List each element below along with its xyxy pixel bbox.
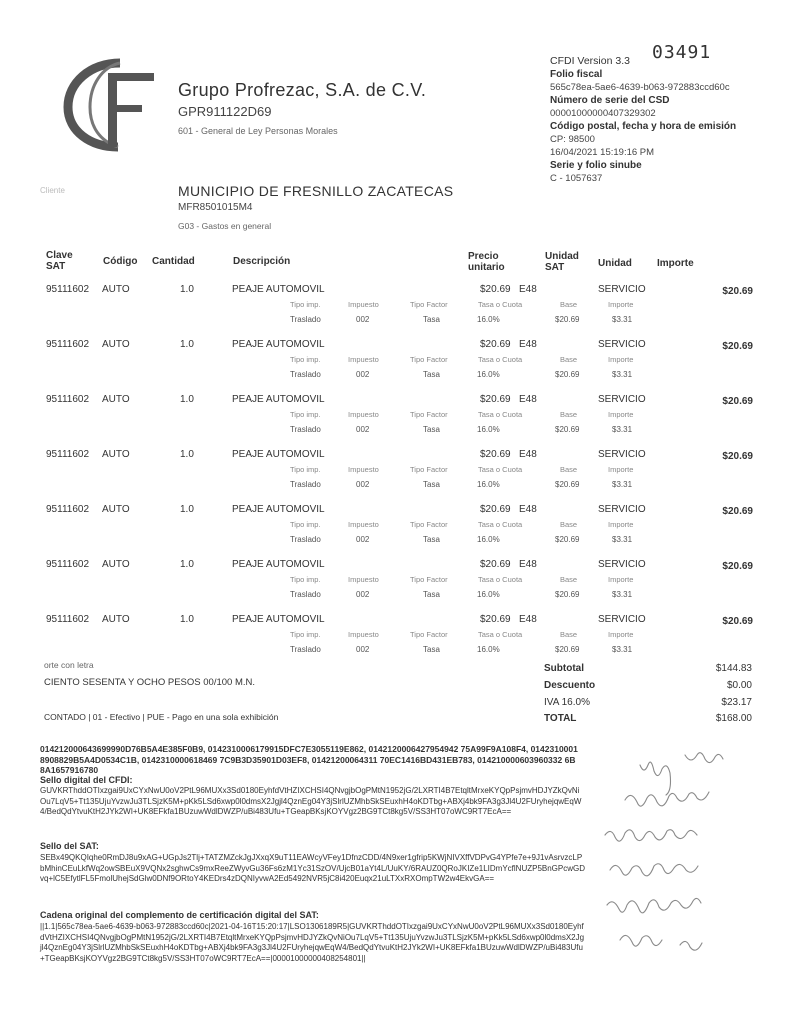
row-unidad: SERVICIO [598,504,646,515]
row-codigo: AUTO [102,504,130,515]
subheader-base: Base [560,520,578,529]
handwritten-note [585,745,765,975]
row-unidad-sat: E48 [519,614,537,625]
row-clave: 95111602 [46,284,90,295]
row-cantidad: 1.0 [180,284,194,295]
row-precio: $20.69 [480,284,511,295]
cadena-label: Cadena original del complemento de certificación digital del SAT: [40,910,319,920]
serie-label: Serie y folio sinube [550,160,642,171]
row-descripcion: PEAJE AUTOMOVIL [232,614,325,625]
sello-cfdi-label: Sello digital del CFDI: [40,775,133,785]
subheader-tipo-factor: Tipo Factor [410,300,448,309]
subheader-tipo-factor: Tipo Factor [410,575,448,584]
row-factor: Tasa [423,370,440,379]
cadena-original: ||1.1|565c78ea-5ae6-4639-b063-972883ccd60c|2021-04-16T15:20:17|LSO1306189R5|GUVKRThddOTIxzgai9UxCYxNwU0oV2PtL96MUXx3Sd0180EyhfdVtHZIXCHSI4QNvgjbOgPMtN1952jG/2LXRTI4B7EtqltMrxeKYQpPsjmvHDJYZkQvNiOu7LqV5+Tt135UjuYvzwJu3TLSjzK5M+pKk5LSd6xwp0l0dmsX2Jgjl4QznEg04Y3jSlrlUZMhbSkSEuxhH4oKDTbg+ABXj4bk9FA3g3Jl4U2FUryhejqwEqW4/BedQdYtvuKtH2JYk2WI+UK8EFkfa1BUzuwWdlDWZP/uBi483Ufu+TGeapBKsjKOYVgz2BG9TCt8kg5V/SS3HT07oWC9RT7EcA==|00001000000408254801|| [40,922,585,963]
row-tipo: Traslado [290,645,321,654]
sello-cfdi: GUVKRThddOTIxzgai9UxCYxNwU0oV2PtL96MUXx3Sd0180EyhfdVtHZIXCHSI4QNvgjbOgPMtN1952jG/2LXRTI4B7EtqltMrxeKYQpPsjmvHDJYZkQvNiOu7LqV5+Tt135UjuYvzwJu3TLSjzK5M+pKk5LSd6xwp0l0dmsX2Jgjl4QznEg04Y3jSlrlUZMhbSkSEuxhH4oKDTbg+ABXj4bk9FA3g3Jl4U2FUryhejqwEqW4/BedQdYtvuKtH2JYk2WI+UK8EFkfa1BUzuwWdlDWZP/uBi483Ufu+TGeapBKsjKOYVgz2BG9TCt8kg5V/SS3HT07oWC9RT7EcA== [40,786,582,816]
row-base: $20.69 [555,425,580,434]
row-base: $20.69 [555,480,580,489]
row-impuesto: 002 [356,425,370,434]
row-precio: $20.69 [480,614,511,625]
header-clave: Clave SAT [46,250,73,272]
importe-letra-label: orte con letra [44,660,94,670]
row-base: $20.69 [555,590,580,599]
row-descripcion: PEAJE AUTOMOVIL [232,559,325,570]
row-impuesto: 002 [356,645,370,654]
company-name: Grupo Profrezac, S.A. de C.V. [178,80,427,100]
subheader-base: Base [560,465,578,474]
row-unidad: SERVICIO [598,339,646,350]
row-codigo: AUTO [102,614,130,625]
subheader-importe: Importe [608,410,634,419]
subheader-impuesto: Impuesto [348,520,379,529]
client-label: Cliente [40,186,65,195]
row-importe: $20.69 [722,451,753,462]
row-descripcion: PEAJE AUTOMOVIL [232,284,325,295]
subheader-tasa: Tasa o Cuota [478,575,523,584]
row-tipo: Traslado [290,315,321,324]
row-descripcion: PEAJE AUTOMOVIL [232,394,325,405]
row-unidad-sat: E48 [519,504,537,515]
row-cantidad: 1.0 [180,559,194,570]
subheader-tasa: Tasa o Cuota [478,300,523,309]
row-factor: Tasa [423,480,440,489]
row-clave: 95111602 [46,449,90,460]
uuid-list: 014212000643699990D76B5A4E385F0B9, 0142310006179915DFC7E3055119E862, 0142120006427954942 75A99F9A108F4, 01423100018908829B5A4D0534C1B, 0142310000618469 7C9B3D35901D03EF8, 01421200064311 70EC1416BD431EB783, 014210000603960332 6B8A1657916780 [40,744,578,775]
descuento-label: Descuento [544,680,596,691]
company-logo [50,55,170,155]
row-unidad: SERVICIO [598,394,646,405]
subheader-tipo: Tipo imp. [290,575,321,584]
row-cantidad: 1.0 [180,614,194,625]
row-factor: Tasa [423,425,440,434]
row-cantidad: 1.0 [180,449,194,460]
header-precio: Precio unitario [468,251,505,273]
header-unidad: Unidad [598,258,632,269]
folio-fiscal: 565c78ea-5ae6-4639-b063-972883ccd60c [550,82,730,93]
row-tasa: 16.0% [477,535,500,544]
header-cantidad: Cantidad [152,256,195,267]
total-label: TOTAL [544,713,577,724]
subheader-tipo: Tipo imp. [290,630,321,639]
descuento-value: $0.00 [726,680,752,691]
iva-label: IVA 16.0% [544,697,590,708]
subheader-importe: Importe [608,630,634,639]
row-tipo: Traslado [290,370,321,379]
sello-sat: SEBx49QKQIqhe0RmDJ8u9xAG+UGpJs2Tlj+TATZMZckJgJXxqX9uT11EAWcyVFey1DfnzCDD/4N9xer1gfrip5KWjNIVXffVDPvG4YPfe7e+9J1vAsrvzcLPbMhinCEuLkfWq2owSBEuX9VQNx2sghwCs9mxReeZWyvGu36Fs6zM1Yc31SzOV/UjcB01aYt4L/UuKY/6RAUZ0QRoJKIZe1LIDmYcflNUZP5BnGPcwGDvq+lC5EfytlFL5FmolUhejSdGlw0DNf9ORtoY4KEDrs4zDQNIyvwA2Ed5492NVR5jC8i420Euqx21uLTXxRXOmpTW2w4EkvGA== [40,853,586,883]
row-imp: $3.31 [612,645,633,654]
client-cfdi-use: G03 - Gastos en general [178,221,272,231]
row-precio: $20.69 [480,339,511,350]
header-unidad-sat: Unidad SAT [545,251,579,273]
row-cantidad: 1.0 [180,339,194,350]
subheader-impuesto: Impuesto [348,575,379,584]
subheader-tasa: Tasa o Cuota [478,465,523,474]
row-precio: $20.69 [480,559,511,570]
row-unidad-sat: E48 [519,394,537,405]
subheader-importe: Importe [608,300,634,309]
header-importe: Importe [657,258,694,269]
subheader-impuesto: Impuesto [348,630,379,639]
subheader-base: Base [560,355,578,364]
subheader-tasa: Tasa o Cuota [478,355,523,364]
row-base: $20.69 [555,315,580,324]
subheader-tipo: Tipo imp. [290,410,321,419]
subheader-base: Base [560,410,578,419]
subheader-tipo: Tipo imp. [290,520,321,529]
row-base: $20.69 [555,370,580,379]
row-clave: 95111602 [46,339,90,350]
row-factor: Tasa [423,645,440,654]
subheader-tipo-factor: Tipo Factor [410,630,448,639]
row-imp: $3.31 [612,535,633,544]
row-tasa: 16.0% [477,370,500,379]
client-name: MUNICIPIO DE FRESNILLO ZACATECAS [178,183,454,199]
row-tasa: 16.0% [477,590,500,599]
folio-fiscal-label: Folio fiscal [550,69,603,80]
row-base: $20.69 [555,645,580,654]
row-codigo: AUTO [102,559,130,570]
row-impuesto: 002 [356,480,370,489]
subheader-tipo-factor: Tipo Factor [410,520,448,529]
row-unidad: SERVICIO [598,449,646,460]
subheader-impuesto: Impuesto [348,300,379,309]
row-clave: 95111602 [46,559,90,570]
subheader-importe: Importe [608,575,634,584]
sello-sat-label: Sello del SAT: [40,841,99,851]
csd-number: 00001000000407329302 [550,108,656,119]
row-tipo: Traslado [290,535,321,544]
row-unidad-sat: E48 [519,284,537,295]
row-impuesto: 002 [356,315,370,324]
row-importe: $20.69 [722,506,753,517]
subheader-tipo-factor: Tipo Factor [410,465,448,474]
row-importe: $20.69 [722,561,753,572]
subheader-impuesto: Impuesto [348,410,379,419]
subheader-tipo-factor: Tipo Factor [410,355,448,364]
row-tasa: 16.0% [477,645,500,654]
subheader-impuesto: Impuesto [348,465,379,474]
row-factor: Tasa [423,535,440,544]
row-importe: $20.69 [722,396,753,407]
row-base: $20.69 [555,535,580,544]
csd-label: Número de serie del CSD [550,95,670,106]
header-descripcion: Descripción [233,256,291,267]
row-importe: $20.69 [722,286,753,297]
row-imp: $3.31 [612,590,633,599]
subtotal-value: $144.83 [715,663,752,674]
row-tasa: 16.0% [477,425,500,434]
row-descripcion: PEAJE AUTOMOVIL [232,339,325,350]
row-impuesto: 002 [356,590,370,599]
cfdi-version: CFDI Version 3.3 [550,55,630,67]
postal-code: CP: 98500 [550,134,595,145]
iva-value: $23.17 [721,697,752,708]
subheader-tipo: Tipo imp. [290,355,321,364]
row-imp: $3.31 [612,480,633,489]
row-importe: $20.69 [722,616,753,627]
row-descripcion: PEAJE AUTOMOVIL [232,504,325,515]
serie-folio: C - 1057637 [550,173,603,184]
row-cantidad: 1.0 [180,504,194,515]
subheader-tasa: Tasa o Cuota [478,410,523,419]
subheader-tasa: Tasa o Cuota [478,520,523,529]
row-precio: $20.69 [480,504,511,515]
subheader-tipo-factor: Tipo Factor [410,410,448,419]
row-factor: Tasa [423,315,440,324]
cp-label: Código postal, fecha y hora de emisión [550,121,737,132]
row-tasa: 16.0% [477,315,500,324]
payment-method: CONTADO | 01 - Efectivo | PUE - Pago en una sola exhibición [44,712,279,722]
document-number: 03491 [652,42,712,63]
row-clave: 95111602 [46,504,90,515]
cfdi-info [550,55,770,185]
subheader-importe: Importe [608,355,634,364]
importe-letra: CIENTO SESENTA Y OCHO PESOS 00/100 M.N. [44,677,256,688]
row-impuesto: 002 [356,535,370,544]
company-rfc: GPR911122D69 [178,104,272,119]
row-unidad: SERVICIO [598,284,646,295]
row-cantidad: 1.0 [180,394,194,405]
total-value: $168.00 [715,713,752,724]
subtotal-label: Subtotal [544,663,584,674]
subheader-tipo: Tipo imp. [290,300,321,309]
row-codigo: AUTO [102,339,130,350]
company-regime: 601 - General de Ley Personas Morales [178,126,338,136]
client-rfc: MFR8501015M4 [178,202,253,213]
row-unidad-sat: E48 [519,339,537,350]
subheader-base: Base [560,575,578,584]
row-unidad: SERVICIO [598,559,646,570]
row-tasa: 16.0% [477,480,500,489]
row-imp: $3.31 [612,315,633,324]
subheader-tipo: Tipo imp. [290,465,321,474]
row-codigo: AUTO [102,284,130,295]
row-unidad-sat: E48 [519,449,537,460]
row-codigo: AUTO [102,449,130,460]
row-unidad-sat: E48 [519,559,537,570]
subheader-importe: Importe [608,465,634,474]
row-imp: $3.31 [612,370,633,379]
subheader-importe: Importe [608,520,634,529]
row-unidad: SERVICIO [598,614,646,625]
issue-date: 16/04/2021 15:19:16 PM [550,147,655,158]
row-impuesto: 002 [356,370,370,379]
subheader-tasa: Tasa o Cuota [478,630,523,639]
header-codigo: Código [103,256,138,267]
row-codigo: AUTO [102,394,130,405]
row-clave: 95111602 [46,614,90,625]
row-tipo: Traslado [290,480,321,489]
row-tipo: Traslado [290,425,321,434]
subheader-base: Base [560,630,578,639]
row-imp: $3.31 [612,425,633,434]
row-clave: 95111602 [46,394,90,405]
row-precio: $20.69 [480,394,511,405]
row-factor: Tasa [423,590,440,599]
row-descripcion: PEAJE AUTOMOVIL [232,449,325,460]
row-importe: $20.69 [722,341,753,352]
row-tipo: Traslado [290,590,321,599]
subheader-base: Base [560,300,578,309]
row-precio: $20.69 [480,449,511,460]
subheader-impuesto: Impuesto [348,355,379,364]
